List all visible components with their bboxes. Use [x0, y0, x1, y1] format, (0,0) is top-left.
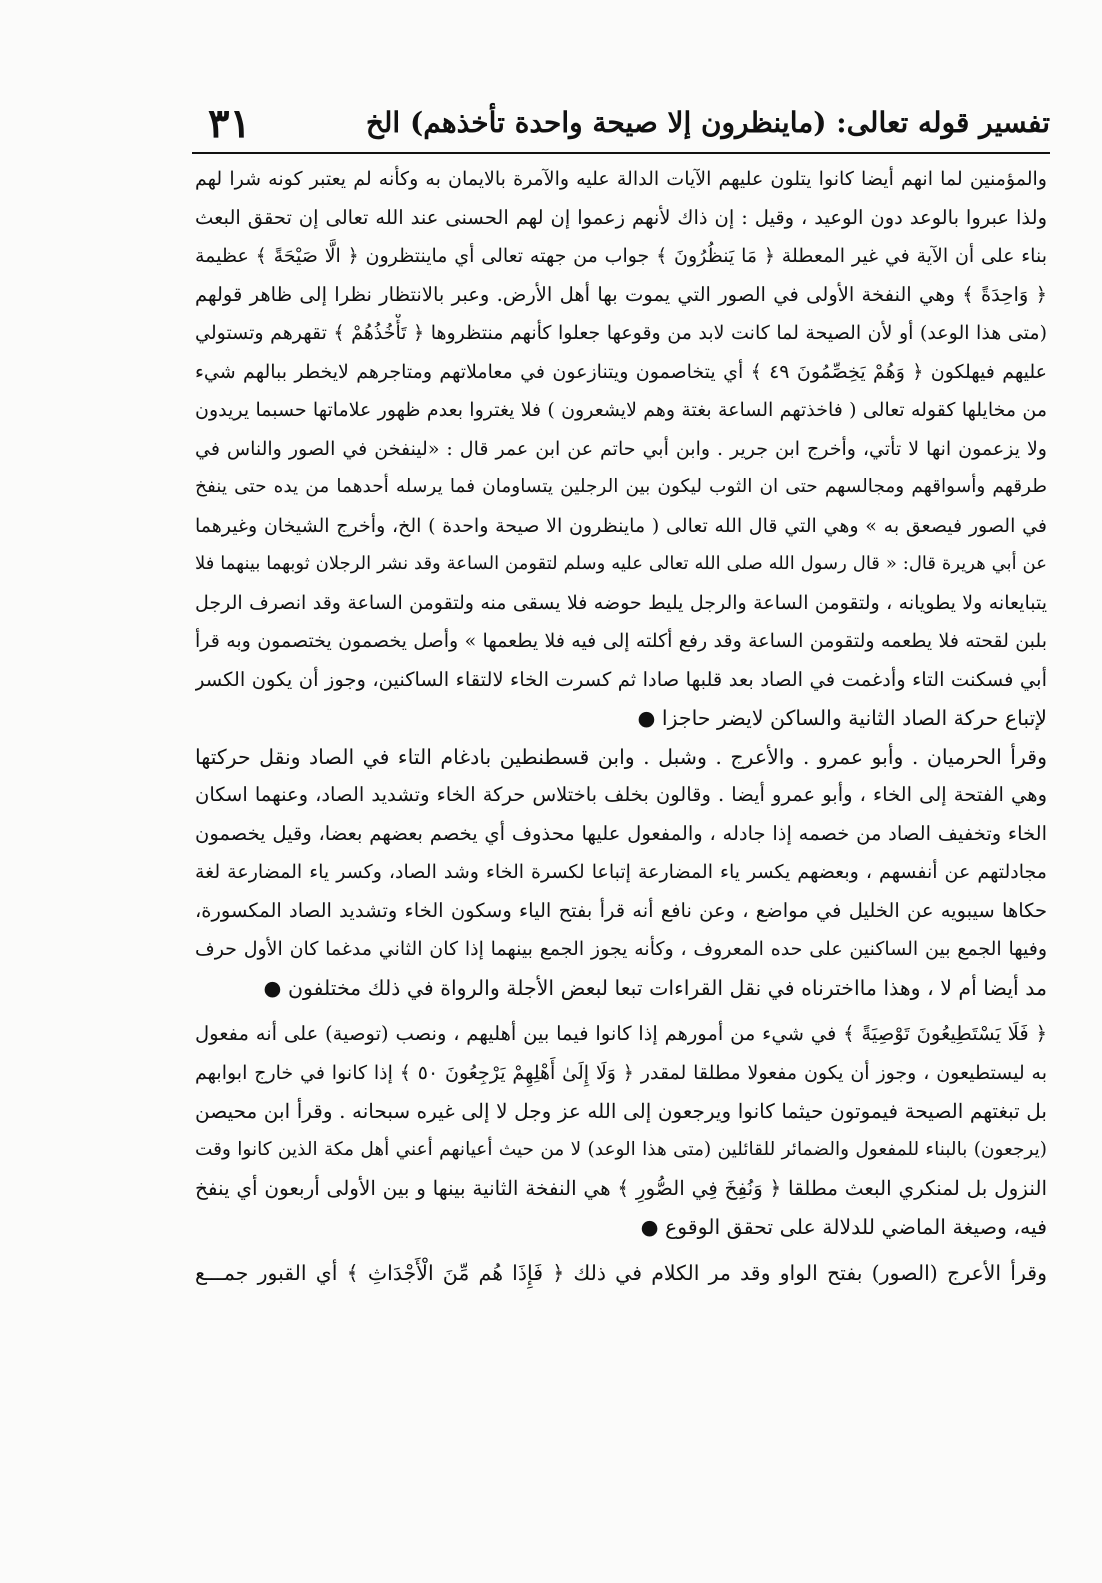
text-line: وقرأ الحرميان . وأبو عمرو . والأعرج . وشبل . وابن قسطنطين بادغام التاء في الصاد ونقل حركتها	[195, 744, 1047, 769]
text-line: وقرأ الأعرج (الصور) بفتح الواو وقد مر الكلام في ذلك ﴿ فَإِذَا هُم مِّنَ الْأَجْدَاثِ ﴾ أي القبور جمـــع	[195, 1261, 1047, 1285]
text-line: مد أيضا أم لا ، وهذا مااخترناه في نقل القراءات تبعا لبعض الأجلة والرواة في ذلك مختلفون ●	[263, 975, 1047, 1000]
text-line: عليهم فيهلكون ﴿ وَهُمْ يَخِصِّمُونَ ٤٩ ﴾ أي يتخاصمون ويتنازعون في معاملاتهم ومتاجرهم لايخطر ببالهم شيء	[195, 360, 1047, 383]
text-line: به ليستطيعون ، وجوز أن يكون مفعولا مطلقا لمقدر ﴿ وَلَا إِلَىٰ أَهْلِهِمْ يَرْجِعُونَ ٥٠ ﴾ إذا كانوا في خارج ابوابهم	[195, 1061, 1047, 1084]
text-line: بلبن لقحته فلا يطعمه ولتقومن الساعة وقد رفع أكلته إلى فيه فلا يطعمها » وأصل يخصمون يختصمون وبه قرأ	[195, 630, 1047, 652]
text-line: طرقهم وأسواقهم ومجالسهم حتى ان الثوب ليكون بين الرجلين يتساومان فما يرسله أحدهما من يده حتى ينفخ	[195, 476, 1047, 497]
text-line: ولا يزعمون انها لا تأتي، وأخرج ابن جرير . وابن أبي حاتم عن ابن عمر قال : «لينفخن في الصور والناس في	[195, 437, 1047, 460]
text-line: عن أبي هريرة قال: « قال رسول الله صلى الله تعالى عليه وسلم لتقومن الساعة وقد نشر الرجلان ثوبهما بينهما فلا	[195, 553, 1047, 574]
text-line: (يرجعون) بالبناء للمفعول والضمائر للقائلين (متى هذا الوعد) لا من حيث أعيانهم أعني أهل مكة الذين كانوا وقت	[195, 1138, 1047, 1160]
text-line: ولذا عبروا بالوعد دون الوعيد ، وقيل : إن ذاك لأنهم زعموا إن لهم الحسنى عند الله تعالى إن تحقق البعث	[195, 205, 1047, 229]
text-line: وفيها الجمع بين الساكنين على حده المعروف ، وكأنه يجوز الجمع بينهما إذا كان الثاني مدغما كان الأول حرف	[195, 938, 1047, 960]
text-line: حكاها سيبويه عن الخليل في مواضع ، وعن نافع أنه قرأ بفتح الياء وسكون الخاء وتشديد الصاد المكسورة،	[195, 898, 1047, 922]
text-line: في الصور فيصعق به » وهي التي قال الله تعالى ( ماينظرون الا صيحة واحدة ) الخ، وأخرج الشيخان وغيرهما	[195, 514, 1047, 537]
text-line: الخاء وتخفيف الصاد من خصمه إذا جادله ، والمفعول عليها محذوف أي يخصم بعضهم بعضا، وقيل يخصمون	[195, 821, 1047, 845]
text-line: لإتباع حركة الصاد الثانية والساكن لايضر حاجزا ●	[637, 706, 1047, 730]
text-line: بناء على أن الآية في غير المعطلة ﴿ مَا يَنظُرُونَ ﴾ جواب من جهته تعالى أي ماينتظرون ﴿ الَّا صَيْحَةً ﴾ عظيمة	[195, 245, 1047, 267]
text-line: فيه، وصيغة الماضي للدلالة على تحقق الوقوع ●	[640, 1214, 1047, 1239]
text-line: (متى هذا الوعد) أو لأن الصيحة لما كانت لابد من وقوعها جعلوا كأنهم منتظروها ﴿ تَأْخُذُهُمْ ﴾ تقهرهم وتستولي	[195, 322, 1047, 344]
commentary-body	[195, 160, 1047, 1293]
header-divider	[192, 152, 1050, 154]
text-line: بل تبغتهم الصيحة فيموتون حيثما كانوا ويرجعون إلى الله عز وجل لا إلى غيره سبحانه . وقرأ ابن محيصن	[195, 1099, 1047, 1123]
text-line: من مخايلها كقوله تعالى ( فاخذتهم الساعة بغتة وهم لايشعرون ) فلا يغتروا بعدم ظهور علاماتها حسبما يريدون	[195, 399, 1047, 421]
text-line: ﴿ فَلَا يَسْتَطِيعُونَ تَوْصِيَةً ﴾ في شيء من أمورهم إذا كانوا فيما بين أهليهم ، ونصب (توصية) على أنه مفعول	[195, 1022, 1047, 1045]
text-line: والمؤمنين لما انهم أيضا كانوا يتلون عليهم الآيات الدالة عليه والآمرة بالايمان به وكأنه لم يعتبر كونه شرا لهم	[195, 168, 1047, 190]
text-line: وهي الفتحة إلى الخاء ، وأبو عمرو أيضا . وقالون بخلف باختلاس حركة الخاء وتشديد الصاد، وعنهما اسكان	[195, 783, 1047, 806]
text-line: يتبايعانه ولا يطويانه ، ولتقومن الساعة والرجل يليط حوضه فلا يسقى منه ولتقومن الساعة وقد انصرف الرجل	[195, 591, 1047, 614]
page-header	[190, 100, 1050, 156]
text-line: ﴿ وَاحِدَةً ﴾ وهي النفخة الأولى في الصور التي يموت بها أهل الأرض. وعبر بالانتظار نظرا إلى ظاهر قولهم	[195, 282, 1047, 306]
running-title: تفسير قوله تعالى: (ماينظرون إلا صيحة واحدة تأخذهم) الخ	[365, 106, 1050, 139]
page-number: ٣١	[208, 100, 251, 147]
text-line: النزول بل لمنكري البعث مطلقا ﴿ وَنُفِخَ فِي الصُّورِ ﴾ هي النفخة الثانية بينها و بين الأولى أربعون أي ينفخ	[195, 1176, 1047, 1200]
text-line: مجادلتهم عن أنفسهم ، وبعضهم يكسر ياء المضارعة إتباعا لكسرة الخاء وشد الصاد، وكسر ياء المضارعة لغة	[195, 861, 1047, 883]
text-line: أبي فسكنت التاء وأدغمت في الصاد بعد قلبها صادا ثم كسرت الخاء لالتقاء الساكنين، وجوز أن يكون الكسر	[195, 667, 1047, 691]
